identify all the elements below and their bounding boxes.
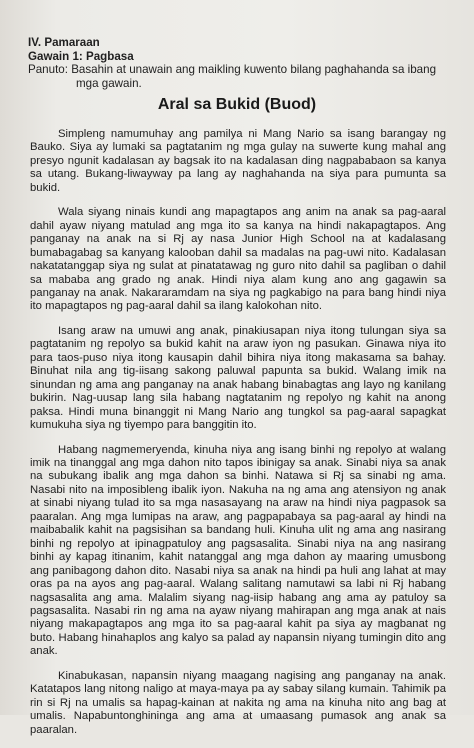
instruction-text: Panuto: Basahin at unawain ang maikling kuwento bilang paghahanda sa ibang mga gawain.: [28, 63, 437, 90]
paragraph: Simpleng namumuhay ang pamilya ni Mang Nario sa isang barangay ng Bauko. Siya ay lumaki sa pagtatanim ng mga gulay na suwerte kung mahal ang presyo ngunit kadalasan ay bagsak ito na kadalasan ding nagpababaon sa kanya sa utang. Bukang-liwayway pa lang ay naghahanda na siya para pumunta sa bukid.: [30, 128, 446, 194]
paragraph: Kinabukasan, napansin niyang maagang nagising ang panganay na anak. Katatapos lang nitong naligo at maya-maya pa ay sabay silang kumain. Tahimik pa rin si Rj na umalis sa hapag-kainan at nakita ng ama na kinuha nito ang bag at umalis. Napabuntonghininga ang ama at umaasang pumasok ang anak sa paaralan.: [30, 669, 446, 736]
lesson-header: [28, 36, 448, 90]
story-title: Aral sa Bukid (Buod): [157, 96, 317, 113]
paragraph: Isang araw na umuwi ang anak, pinakiusapan niya itong tulungan siya sa pagtatanim ng repolyo sa bukid kahit na araw iyon ng pasukan. Ginawa niya ito para taos-puso niya itong kausapin dahil bihira niya itong makasama sa bahay. Binuhat nila ang tig-iisang sakong paluwal papunta sa bukid. Walang imik na sinundan ng ama ang panganay na anak habang binabagtas ang layo ng kanilang bukirin. Nag-uusap lang sila habang nagtatanim ng repolyo ng kahit na anong paksa. Hindi muna binanggit ni Mang Nario ang tungkol sa pag-aaral sapagkat kumukuha siya ng tiyempo para banggitin ito.: [30, 324, 446, 432]
paragraph: Wala siyang ninais kundi ang mapagtapos ang anim na anak sa pag-aaral dahil ayaw niyang matulad ang mga ito sa kanya na hindi nakapagtapos. Ang panganay na anak na si Rj ay nasa Junior High School na at kadalasang bumabagabag sa kanyang kalooban dahil sa madalas na pag-uwi nito. Kadalasan nakatatanggap siya ng sulat at pinatatawag ng guro nito dahil sa pagliban o dahil sa mababa ang grado ng anak. Hindi niya alam kung ano ang gagawin sa panganay na anak. Nakararamdam na siya ng pagkabigo na para bang hindi niya ito mapagtapos ng pag-aaral dahil sa ilang kalokohan nito.: [30, 206, 446, 313]
activity-label: Gawain 1: Pagbasa: [28, 49, 134, 63]
paragraph: Habang nagmemeryenda, kinuha niya ang isang binhi ng repolyo at walang imik na tinanggal ang mga dahon nito tapos ibinigay sa anak. Sinabi niya sa anak na subukang ibalik ang mga dahon sa binhi. Natawa si Rj sa sinabi ng ama. Nasabi nito na imposibleng ibalik iyon. Nakuha na ng ama ang atensiyon ng anak at sinabi niyang tulad ito sa mga nasasayang na araw na hindi niya pagpasok sa paaralan. Ang mga lumipas na araw, ang pagpapabaya sa pag-aaral ay hindi na maibabalik kahit na pagsisihan sa bandang huli. Kinuha ulit ng ama ang nasirang binhi ng repolyo at ipinagpatuloy ang pagsasalita. Sinabi niya na ang nasirang binhi ay kapag itinanim, kahit natanggal ang mga dahon ay maaring umusbong ang panibagong dahon dito. Nasabi niya sa anak na hindi pa huli ang lahat at may oras pa na ayos ang pag-aaral. Walang salitang namutawi sa labi ni Rj habang nagsasalita ang ama. Malalim siyang nag-iisip habang ang ama ay patuloy sa pagsasalita. Nasabi rin ng ama na ayaw niyang mahirapan ang mga anak at nais niyang makapagtapos ang mga ito sa pag-aaral kahit pa siya ay magbanat ng buto. Habang hinahaplos ang kalyo sa palad ay napansin niyang tumingin dito ang anak.: [30, 443, 446, 658]
section-label: IV. Pamaraan: [28, 36, 100, 49]
story-body: [30, 128, 446, 748]
